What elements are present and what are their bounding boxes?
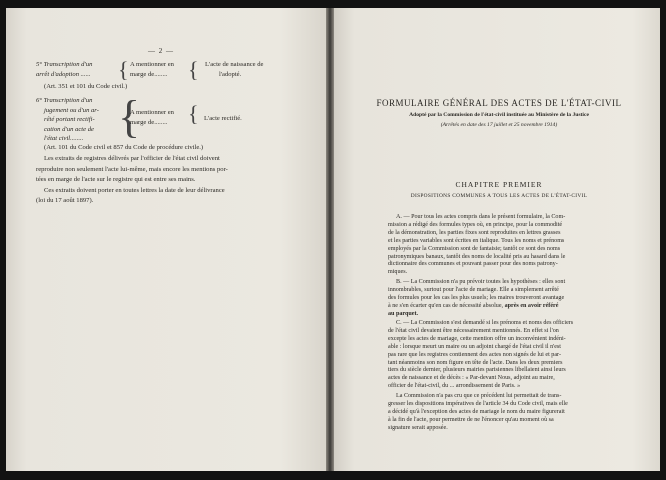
instruction-line: marge de........	[130, 118, 168, 126]
instruction-line: A mentionner en	[130, 61, 174, 68]
paragraph-line: a décidé qu'à l'exception des actes de mariage le nom du maire figurerait	[388, 408, 565, 415]
paragraph-line: Ces extraits doivent porter en toutes lettres la date de leur délivrance	[44, 186, 225, 194]
scan-border	[0, 0, 666, 8]
entry-item-line: l'état civil........	[44, 135, 84, 142]
paragraph-line: tiers du siècle dernier, plusieurs mairies parisiennes libellaient ainsi leurs	[388, 367, 566, 374]
paragraph-line: (loi du 17 août 1897).	[36, 197, 94, 204]
result-line: L'acte de naissance de	[205, 61, 264, 68]
chapter-subheading: DISPOSITIONS COMMUNES A TOUS LES ACTES DE L'ÉTAT-CIVIL	[410, 193, 588, 199]
paragraph-line: miques.	[388, 269, 408, 276]
bold-text: après en avoir référé	[504, 302, 559, 309]
brace: {	[188, 101, 199, 126]
page-subtitle-date: (Arrêtés en date des 17 juillet et 25 novembre 1914)	[440, 122, 558, 128]
paragraph-b	[388, 279, 636, 319]
brace: {	[118, 57, 129, 82]
paragraph-a	[388, 214, 636, 277]
paragraph-c	[388, 320, 636, 391]
paragraph-line: employés par la Commission sont de fantaisie; tantôt ce sont des noms	[388, 245, 561, 252]
paragraph-line: des formules pour les cas les plus usuels; les maires trouveront avantage	[388, 294, 565, 301]
paragraph-line: à la fin de l'acte, pour permettre de ne l'énoncer qu'au moment où sa	[388, 416, 554, 423]
page-title: FORMULAIRE GÉNÉRAL DES ACTES DE L'ÉTAT-CIVIL	[376, 98, 622, 108]
brace: {	[118, 91, 141, 142]
page-subtitle: Adopté par la Commission de l'état-civil instituée au Ministère de la Justice	[409, 112, 589, 118]
paragraph-line: tant néanmoins son nom figure en tête de l'acte. Dans les deux premiers	[388, 359, 563, 366]
paragraph-line: de l'état civil devaient être nécessairement mentionnés. En effet si l'on	[388, 327, 559, 334]
paragraph-line: officier de l'état-civil, du ... arrondissement de Paris. »	[388, 383, 521, 390]
paragraph-line: La Commission n'a pas cru que ce précédent lui permettait de trans-	[396, 393, 562, 399]
entry-item	[36, 60, 92, 79]
entry-reference: (Art. 101 du Code civil et 857 du Code de procédure civile.)	[44, 144, 204, 151]
paragraph-line: mission a rédigé des formules types où, en principe, pour la commodité	[388, 221, 563, 228]
paragraph-line: C. — La Commission s'est demandé si les prénoms et noms des officiers	[396, 320, 574, 326]
book-gutter	[326, 0, 334, 480]
paragraph-line: innombrables, surtout pour l'acte de mariage. Elle a simplement arrêté	[388, 286, 559, 293]
paragraph-line: patronymiques banaux, tantôt des noms de localité pris au hasard dans le	[388, 253, 566, 260]
instruction-line: A mentionner en	[130, 109, 174, 116]
entry-item-line: 5° Transcription d'un	[36, 61, 93, 68]
entry-reference: (Art. 351 et 101 du Code civil.)	[44, 83, 128, 90]
scan-border	[0, 471, 666, 480]
entry-result	[204, 114, 242, 124]
instruction-line: marge de........	[130, 70, 168, 78]
brace: {	[188, 57, 199, 82]
entry-instruction	[130, 60, 174, 79]
entry-item	[36, 96, 99, 144]
chapter-heading: CHAPITRE PREMIER	[455, 180, 543, 189]
paragraph	[36, 154, 306, 207]
entry-item-line: rêté portant rectifi-	[44, 116, 95, 123]
entry-instruction	[130, 108, 174, 127]
result-line: L'acte rectifié.	[204, 115, 242, 122]
result-line: l'adopté.	[219, 70, 242, 78]
page-number: — 2 —	[148, 47, 174, 55]
paragraph-line	[388, 303, 636, 311]
paragraph-line: dictionnaire des communes et pouvant passer pour des noms patrony-	[388, 261, 558, 268]
bold-text: au parquet.	[388, 310, 419, 317]
paragraph-line: pas rare que les registres contiennent des actes non signés de lui et par-	[388, 351, 561, 358]
entry-result	[205, 60, 263, 79]
paragraph-line: A. — Pour tous les actes compris dans le présent formulaire, la Com-	[396, 214, 566, 220]
paragraph-line: excepte les actes de mariage, cette mention offre un inconvénient indéni-	[388, 335, 566, 342]
scan-border	[0, 0, 6, 480]
paragraph-d	[388, 393, 636, 433]
paragraph-line: gresser les dispositions impératives de l'article 34 du Code civil, mais elle	[388, 400, 568, 407]
paragraph-line: Les extraits de registres délivrés par l'officier de l'état civil doivent	[44, 155, 220, 162]
paragraph-line: de la démonstration, les parties fixes sont reproduites en lettres grasses	[388, 229, 561, 236]
scan-border	[660, 0, 666, 480]
entry-item-line: arrêt d'adoption ......	[36, 70, 91, 78]
paragraph-text: à ne s'en écarter qu'en cas de nécessité absolue,	[388, 302, 504, 309]
paragraph-line: signature serait apposée.	[388, 424, 448, 431]
paragraph-line: able : lorsque meurt un maire ou un adjoint chargé de l'état civil il n'est	[388, 343, 561, 350]
paragraph-line: tées en marge de l'acte sur le registre qui est entre ses mains.	[36, 176, 196, 183]
paragraph-line: reproduire non seulement l'acte lui-même, mais encore les mentions por-	[36, 165, 228, 173]
entry-item-line: cation d'un acte de	[44, 125, 94, 133]
entry-item-line: jugement ou d'un ar-	[44, 106, 99, 114]
paragraph-line: et les parties variables sont écrites en italique. Tous les noms et prénoms	[388, 237, 565, 244]
paragraph-line: actes de naissance et de décès : « Par-devant Nous, adjoint au maire,	[388, 375, 555, 382]
paragraph-line: B. — La Commission n'a pu prévoir toutes les hypothèses : elles sont	[396, 279, 566, 285]
entry-item-line: 6° Transcription d'un	[36, 97, 93, 104]
